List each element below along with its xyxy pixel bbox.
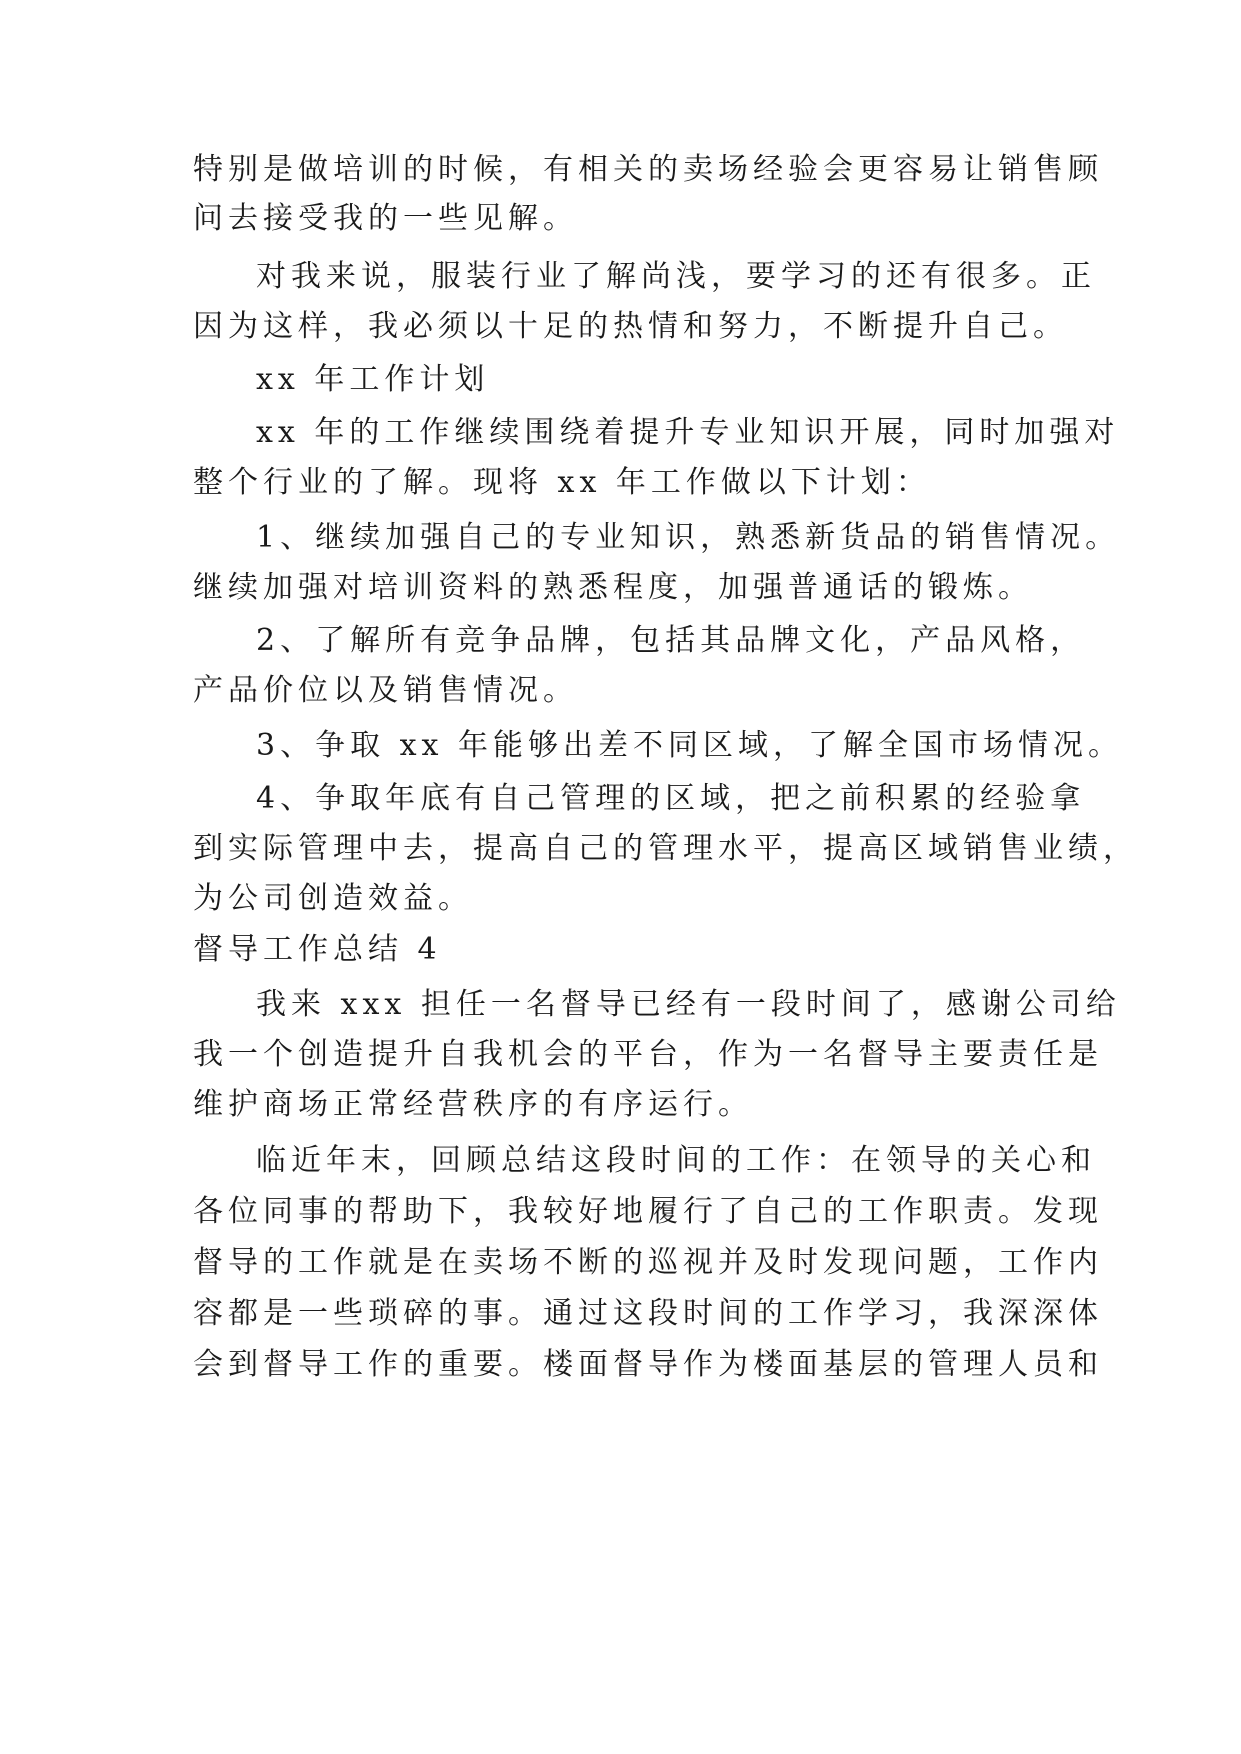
list-item: 2、了解所有竞争品牌，包括其品牌文化，产品风格， — [256, 623, 1086, 658]
section-heading: xx 年工作计划 — [256, 362, 490, 397]
text-line: 对我来说，服装行业了解尚浅，要学习的还有很多。正 — [256, 259, 1096, 294]
text-line: 容都是一些琐碎的事。通过这段时间的工作学习，我深深体 — [193, 1296, 1103, 1331]
text-line: xx 年的工作继续围绕着提升专业知识开展，同时加强对 — [256, 415, 1120, 450]
text-line: 督导的工作就是在卖场不断的巡视并及时发现问题，工作内 — [193, 1245, 1103, 1280]
text-line: 特别是做培训的时候，有相关的卖场经验会更容易让销售顾 — [193, 152, 1103, 187]
text-line: 我来 xxx 担任一名督导已经有一段时间了，感谢公司给 — [256, 987, 1121, 1022]
text-line: 问去接受我的一些见解。 — [193, 201, 578, 236]
list-item: 3、争取 xx 年能够出差不同区域，了解全国市场情况。 — [256, 728, 1123, 763]
text-line: 维护商场正常经营秩序的有序运行。 — [193, 1087, 753, 1122]
text-line: 继续加强对培训资料的熟悉程度，加强普通话的锻炼。 — [193, 570, 1033, 605]
text-line: 我一个创造提升自我机会的平台，作为一名督导主要责任是 — [193, 1037, 1103, 1072]
text-line: 为公司创造效益。 — [193, 881, 473, 916]
text-line: 临近年末，回顾总结这段时间的工作：在领导的关心和 — [256, 1143, 1096, 1178]
text-line: 到实际管理中去，提高自己的管理水平，提高区域销售业绩， — [193, 831, 1138, 866]
section-heading: 督导工作总结 4 — [193, 932, 442, 967]
text-line: 因为这样，我必须以十足的热情和努力，不断提升自己。 — [193, 309, 1068, 344]
list-item: 4、争取年底有自己管理的区域，把之前积累的经验拿 — [256, 781, 1086, 816]
text-line: 产品价位以及销售情况。 — [193, 673, 578, 708]
text-line: 整个行业的了解。现将 xx 年工作做以下计划： — [193, 465, 931, 500]
text-line: 会到督导工作的重要。楼面督导作为楼面基层的管理人员和 — [193, 1347, 1103, 1382]
list-item: 1、继续加强自己的专业知识，熟悉新货品的销售情况。 — [256, 520, 1121, 555]
text-line: 各位同事的帮助下，我较好地履行了自己的工作职责。发现 — [193, 1194, 1103, 1229]
